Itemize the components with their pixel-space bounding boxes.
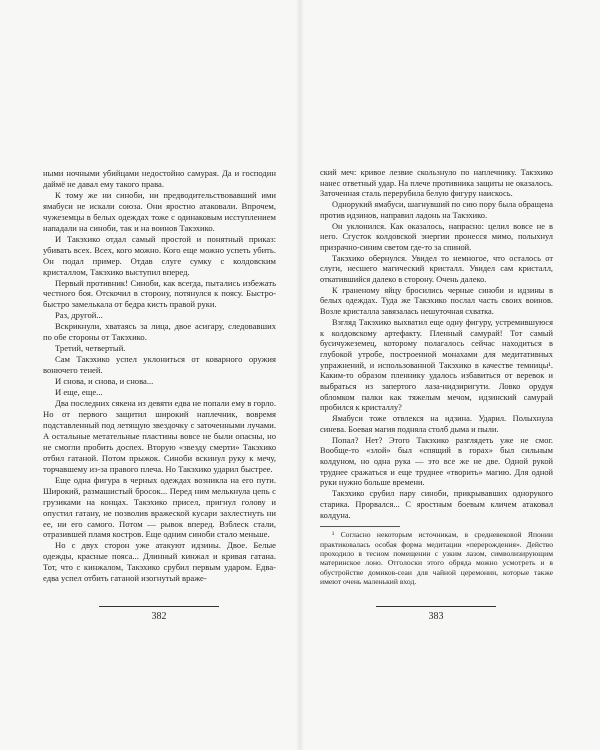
- footnote-separator: [320, 526, 400, 527]
- paragraph: Вскрикнули, хватаясь за лица, двое асигару, следовавших по обе стороны от Такэхико.: [43, 321, 276, 343]
- right-page-rule: [376, 606, 496, 607]
- left-page-number: 382: [151, 611, 167, 622]
- paragraph: Такэхико обернулся. Увидел то немногое, что осталось от слуги, несшего магический кристалл. Увидел сам кристалл, откатившийся далеко в сторону. Очень далеко.: [320, 253, 553, 285]
- paragraph: И еще, еще...: [55, 387, 103, 398]
- right-page: [300, 0, 600, 750]
- paragraph: Ямабуси тоже отвлекся на идзина. Ударил. Полыхнула синева. Боевая магия подняла столб дыма и пыли.: [320, 414, 553, 434]
- paragraph: Первый противник! Синоби, как всегда, пытались избежать честного боя. Отскочил в сторону, потянулся к поясу. Быстро-быстро замелькала от бедра кисть правой руки.: [43, 277, 276, 310]
- paragraph: ными ночными убийцами недостойно самурая. Да и господин даймё не давал ему такого права.: [43, 168, 276, 189]
- right-page-number: 383: [428, 611, 444, 622]
- paragraph: Еще одна фигура в черных одеждах возникла на его пути. Широкий, размашистый бросок... Перед ним мелькнула цепь с грузиками на концах. Такэхико присел, пригнул голову и опустил гатану, не позволив вражеской кусари захлестнуть ни ее, ни его самого. Потом — рывок вперед. Взблеск стали, отразившей пламя костров. Еще одним синоби стало меньше.: [43, 474, 276, 540]
- paragraph: Такэхико срубил пару синоби, прикрывавших однорукого старика. Прорвался... С яростным боевым кличем атаковал колдуна.: [320, 489, 553, 520]
- right-page-text: [320, 168, 553, 587]
- paragraph: Третий, четвертый.: [55, 343, 126, 354]
- paragraph: К тому же ни синоби, ни предводительствовавший ими ямабуси не искали союза. Они яростно атаковали. Впрочем, чужеземцы в белых одеждах тоже с одинаковым исступлением нападали на синоби, так и на воинов Такэхико.: [43, 189, 276, 233]
- paragraph: Однорукий ямабуси, шагнувший по сию пору была обращена против идзинов, направил ладонь на Такэхико.: [320, 200, 553, 220]
- paragraph: К граненому яйцу бросились черные синоби и идзины в белых одеждах. Туда же Такэхико послал часть своих воинов. Возле кристалла завязалась нешуточная схватка.: [320, 285, 553, 317]
- left-page-text: [43, 168, 276, 584]
- paragraph: И Такэхико отдал самый простой и понятный приказ: убивать всех. Всех, кого можно. Кого еще можно успеть убить. Он подал пример. Отдав слуге сумку с колдовским кристаллом, Такэхико выступил вперед.: [43, 233, 276, 277]
- book-gutter: [296, 0, 304, 750]
- paragraph: Попал? Нет? Этого Такэхико разглядеть уже не смог. Вообще-то «злой» был «спящий в горах» был сильным колдуном, но одна рука — это все же не две. Одной рукой труднее сражаться и еще труднее «творить» магию. Для одной руки нужно больше времени.: [320, 435, 553, 488]
- paragraph: Раз, другой...: [55, 310, 103, 321]
- paragraph: ский меч: кривое лезвие скользнуло по наплечнику. Такэхико нанес ответный удар. На плече противника защиты не оказалось. Заточенная сталь перерубила белую фигуру наискось.: [320, 168, 553, 199]
- paragraph: Сам Такэхико успел уклониться от коварного оружия вонючего теней.: [43, 354, 276, 376]
- paragraph: Взгляд Такэхико выхватил еще одну фигуру, устремившуюся к колдовскому артефакту. Пленный самурай! Тот самый бусичужеземец, которому полагалось сейчас находиться в глубокой утробе, построенной монахами для медитативных упражнений, и использованной Такэхико в качестве темницы¹. Каким-то образом пленнику удалось избавиться от веревок и выбраться из запертого лаза-нидзиригути. Ловко орудуя обломком палки как тяжелым мечом, идзинский самурай пробился к кристаллу?: [320, 317, 553, 413]
- paragraph: Но с двух сторон уже атакуют идзины. Двое. Белые одежды, красные пояса... Длинный кинжал и кривая гатана. Тот, что с кинжалом, Такэхико срубил первым ударом. Едва-едва успел отбить гатаной изогнутый враже-: [43, 540, 276, 584]
- footnote: ¹ Согласно некоторым источникам, в средневековой Японии практиковалась особая форма медитации «перерождения». Действо проходило в тесном помещении с узким лазом, символизирующим материнское лоно. Отголоски этого обряда можно усмотреть и в обустройстве домиков-сеаи для чайной церемонии, которые также имеют очень маленький вход.: [320, 530, 553, 587]
- paragraph: Он уклонился. Как оказалось, напрасно: целил вовсе не в него. Сгусток колдовской энергии пронесся мимо, полыхнул призрачно-синим светом где-то за спиной.: [320, 221, 553, 252]
- paragraph: Два последних сякена из девяти едва не попали ему в горло. Но от первого защитил широкий наплечник, вовремя подставленный под летящую звездочку с заточенными лучами. А остальные метательные пластины вовсе не были опасны, но не смогли пробить доспех. Вторую «звезду смерти» Такэхико отбил гатаной. Потом прыжок. Синоби вскинул руку к мечу, торчавшему из-за правого плеча. Но Такэхико ударил быстрее.: [43, 398, 276, 474]
- left-page-rule: [99, 606, 219, 607]
- paragraph: И снова, и снова, и снова...: [55, 376, 154, 387]
